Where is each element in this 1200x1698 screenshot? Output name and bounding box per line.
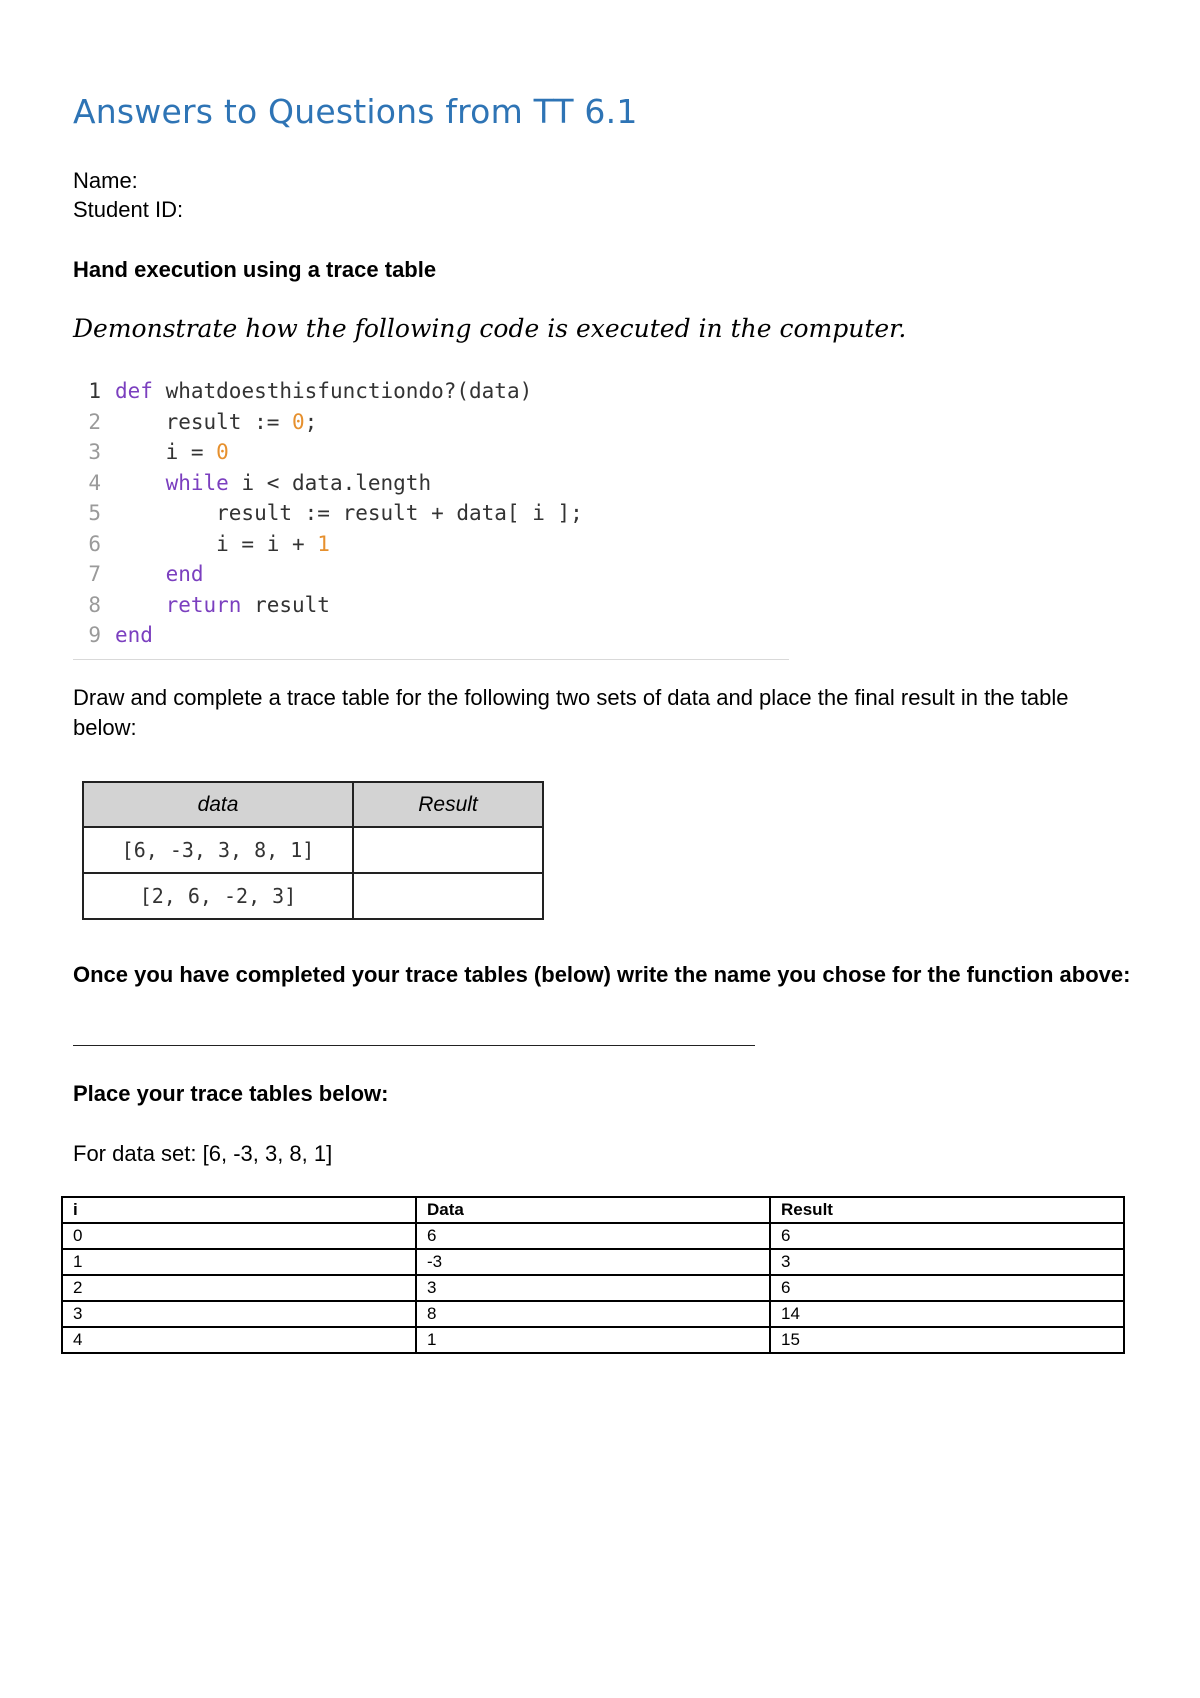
- result-cell[interactable]: [353, 827, 543, 873]
- header-data: Data: [416, 1197, 770, 1223]
- code-line-8: [73, 590, 789, 621]
- table-row: [62, 1301, 1124, 1327]
- table-cell: 6: [770, 1275, 1124, 1301]
- code-text: result := result + data[ i ];: [115, 501, 583, 525]
- student-id-label: Student ID:: [73, 197, 184, 222]
- header-result: Result: [353, 782, 543, 827]
- line-number: 5: [88, 501, 101, 525]
- code-indent: [115, 593, 166, 617]
- table-cell: 15: [770, 1327, 1124, 1353]
- code-text: i = i +: [115, 531, 318, 556]
- code-number: 0: [292, 409, 305, 434]
- result-cell[interactable]: [353, 873, 543, 919]
- code-keyword: end: [165, 562, 204, 586]
- function-name-prompt: Once you have completed your trace tables (below) write the name you chose for the function above:: [73, 962, 1131, 987]
- table-cell: 0: [62, 1223, 416, 1249]
- code-line-4: [73, 468, 789, 499]
- trace-tables-heading: Place your trace tables below:: [73, 1081, 389, 1106]
- section-heading: Hand execution using a trace table: [73, 257, 437, 282]
- line-number: 7: [88, 562, 101, 586]
- code-indent: [115, 471, 166, 495]
- table-cell: 4: [62, 1327, 416, 1353]
- line-number: 4: [88, 470, 101, 495]
- code-line-5: [73, 498, 789, 529]
- code-block: [73, 376, 789, 660]
- table-cell: 6: [770, 1223, 1124, 1249]
- table-row: [62, 1275, 1124, 1301]
- table-cell: 3: [62, 1301, 416, 1327]
- header-data: data: [83, 782, 353, 827]
- table-cell: 3: [770, 1249, 1124, 1275]
- table-cell: 2: [62, 1275, 416, 1301]
- header-result: Result: [770, 1197, 1124, 1223]
- line-number: 8: [88, 592, 101, 617]
- table-cell: 6: [416, 1223, 770, 1249]
- code-text: i =: [115, 440, 217, 464]
- data-cell: [2, 6, -2, 3]: [83, 873, 353, 919]
- table-cell: 3: [416, 1275, 770, 1301]
- code-line-7: [73, 559, 789, 590]
- trace-table: [61, 1196, 1125, 1354]
- result-table-header: [83, 782, 543, 827]
- instruction-text: Demonstrate how the following code is executed in the computer.: [73, 314, 907, 343]
- answer-line[interactable]: [73, 1045, 755, 1046]
- code-text: result :=: [115, 409, 293, 434]
- trace-table-header: [62, 1197, 1124, 1223]
- table-row: [83, 827, 543, 873]
- result-table: [82, 781, 544, 920]
- table-cell: 14: [770, 1301, 1124, 1327]
- code-text: i < data.length: [228, 470, 432, 495]
- dataset-label: For data set: [6, -3, 3, 8, 1]: [73, 1141, 333, 1166]
- table-cell: -3: [416, 1249, 770, 1275]
- draw-instruction: Draw and complete a trace table for the following two sets of data and place the final result in the table below:: [73, 685, 1069, 740]
- table-row: [62, 1327, 1124, 1353]
- table-row: [62, 1223, 1124, 1249]
- code-keyword: def: [115, 379, 153, 403]
- code-line-3: [73, 437, 789, 468]
- code-text: whatdoesthisfunctiondo?(data): [152, 379, 533, 403]
- line-number: 1: [88, 379, 101, 403]
- line-number: 9: [88, 623, 101, 647]
- code-number: 0: [216, 440, 229, 464]
- data-cell: [6, -3, 3, 8, 1]: [83, 827, 353, 873]
- line-number: 3: [88, 440, 101, 464]
- table-row: [83, 873, 543, 919]
- code-keyword: end: [115, 623, 153, 647]
- code-keyword: while: [165, 470, 229, 495]
- table-row: [62, 1249, 1124, 1275]
- page-title: Answers to Questions from TT 6.1: [73, 92, 638, 131]
- code-indent: [115, 562, 166, 586]
- code-line-9: [73, 620, 789, 651]
- code-number: 1: [317, 531, 330, 556]
- header-i: i: [62, 1197, 416, 1223]
- table-cell: 1: [416, 1327, 770, 1353]
- code-line-2: [73, 407, 789, 438]
- name-label: Name:: [73, 168, 138, 193]
- table-cell: 8: [416, 1301, 770, 1327]
- table-cell: 1: [62, 1249, 416, 1275]
- code-keyword: return: [165, 592, 242, 617]
- code-line-6: [73, 529, 789, 560]
- line-number: 2: [88, 409, 101, 434]
- code-text: ;: [304, 409, 318, 434]
- code-text: result: [241, 592, 330, 617]
- line-number: 6: [88, 531, 101, 556]
- code-line-1: [73, 376, 789, 407]
